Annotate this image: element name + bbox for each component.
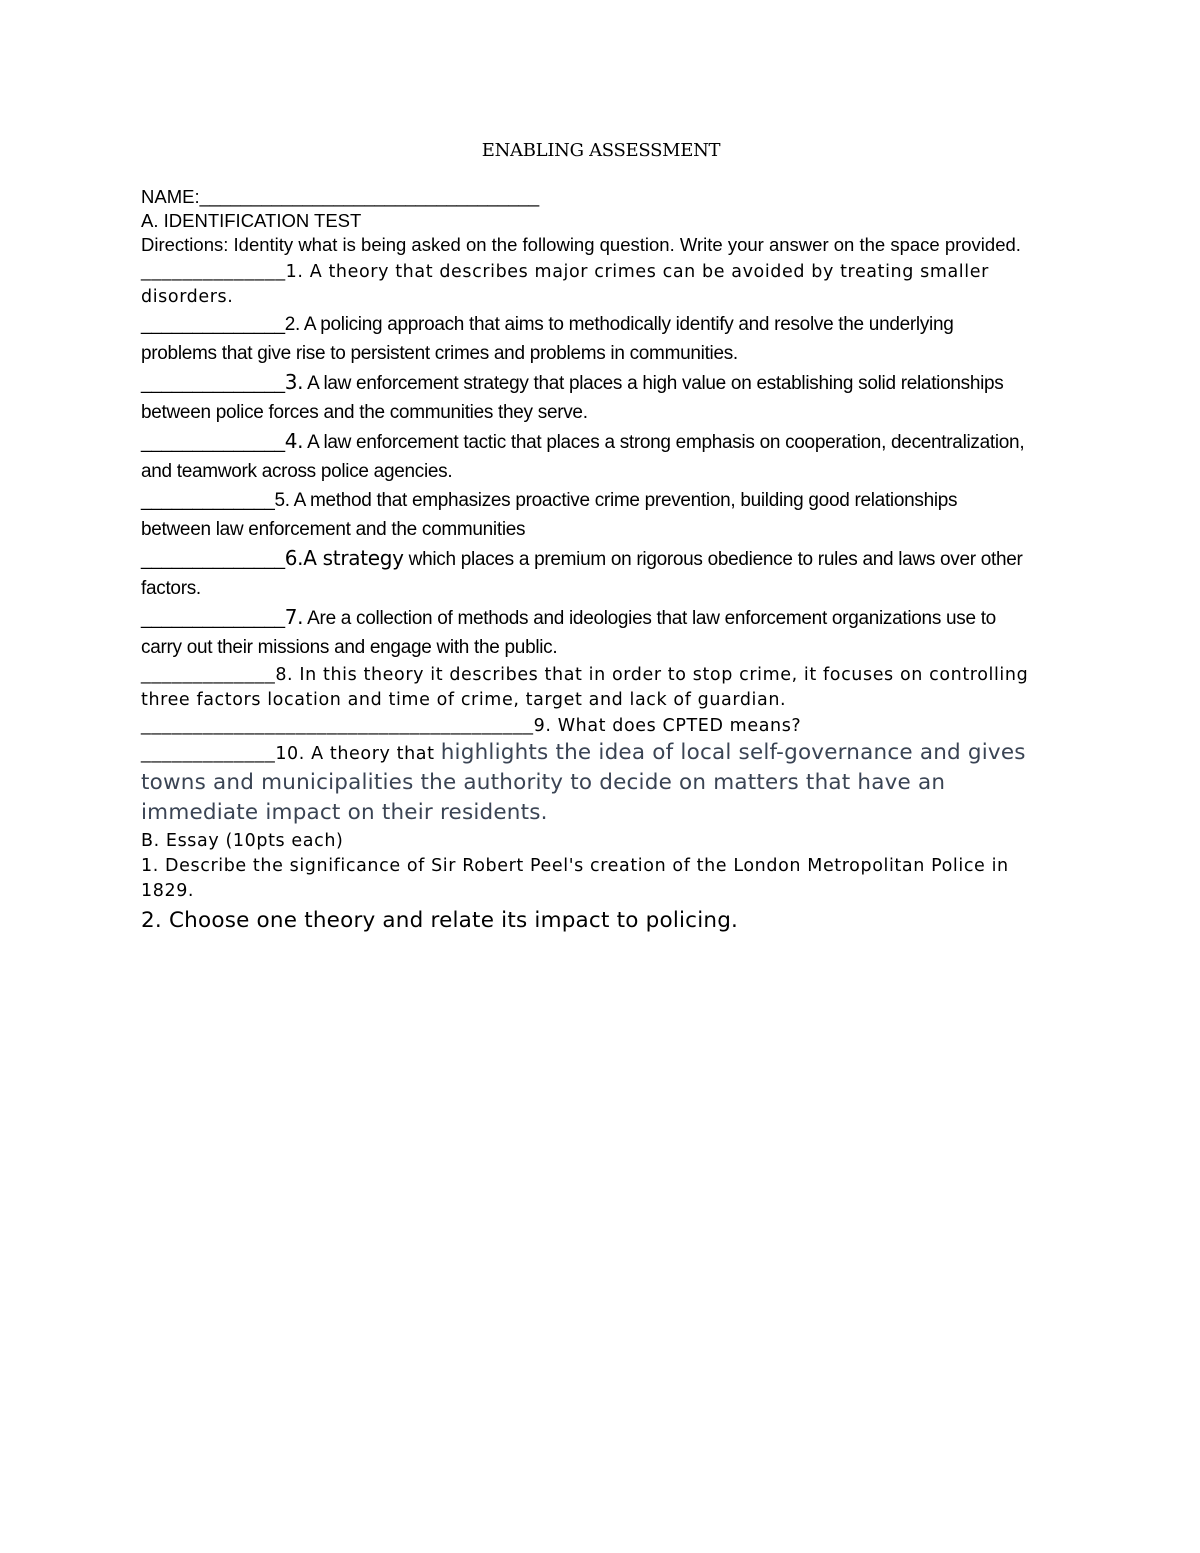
- question-9: [141, 713, 1066, 739]
- question-1-text: A theory that describes major crimes can be avoided by treating smaller disorders.: [141, 262, 989, 307]
- question-10-lead: A theory that: [304, 744, 441, 764]
- question-3-number: 3.: [284, 370, 304, 394]
- question-4: [141, 427, 1031, 486]
- question-5: [141, 486, 991, 544]
- essay-item-2: 2. Choose one theory and relate its impact to policing.: [141, 908, 739, 933]
- question-10-number: 10.: [275, 744, 305, 764]
- question-2: [141, 310, 1011, 368]
- answer-blank-5: _____________: [141, 490, 275, 511]
- question-2-text: A policing approach that aims to methodically identify and resolve the underlying problems that give rise to persistent crimes and problems in communities.: [141, 314, 954, 364]
- answer-blank-7: ______________: [141, 608, 285, 629]
- question-9-text: What does CPTED means?: [551, 716, 802, 736]
- question-1-number: 1.: [285, 262, 304, 282]
- question-6: [141, 544, 1041, 603]
- question-8-text: In this theory it describes that in order to stop crime, it focuses on controlling three factors location and time of crime, target and lack of guardian.: [141, 665, 1029, 710]
- question-3-text: A law enforcement strategy that places a high value on establishing solid relationships between police forces and the communities they serve.: [141, 373, 1004, 423]
- answer-blank-3: ______________: [141, 373, 285, 394]
- question-7: [141, 603, 1001, 662]
- question-8-number: 8.: [275, 665, 294, 685]
- question-5-number: 5.: [274, 490, 290, 511]
- directions-text: Directions: Identity what is being asked on the following question. Write your answer on the space provided.: [141, 234, 1021, 255]
- question-6-number: 6.: [284, 546, 304, 570]
- answer-blank-9: ______________________________________: [141, 715, 534, 735]
- question-6-text: which places a premium on rigorous obedience to rules and laws over other factors.: [141, 549, 1023, 599]
- question-1: [141, 259, 1066, 310]
- question-7-number: 7.: [284, 605, 304, 629]
- answer-blank-1: ______________: [141, 261, 286, 281]
- question-8: [141, 662, 1066, 713]
- document-content: [141, 140, 1066, 936]
- answer-blank-4: ______________: [141, 432, 285, 453]
- question-4-text: A law enforcement tactic that places a strong emphasis on cooperation, decentralization, and teamwork across police agencies.: [141, 432, 1025, 482]
- question-10: [141, 739, 1066, 829]
- section-b-heading: B. Essay (10pts each): [141, 831, 344, 851]
- question-2-number: 2.: [284, 314, 300, 335]
- essay-item-1: 1. Describe the significance of Sir Robert Peel's creation of the London Metropolitan Police in 1829.: [141, 856, 1009, 901]
- question-9-number: 9.: [533, 716, 552, 736]
- question-3: [141, 368, 1031, 427]
- answer-blank-6: ______________: [141, 549, 285, 570]
- answer-blank-10: _____________: [141, 743, 276, 763]
- question-5-text: A method that emphasizes proactive crime prevention, building good relationships between law enforcement and the communities: [141, 490, 958, 540]
- name-line: NAME:_________________________________: [141, 186, 540, 207]
- section-a-heading: A. IDENTIFICATION TEST: [141, 210, 362, 231]
- question-10-text: highlights the idea of local self-governance and gives towns and municipalities the authority to decide on matters that have an immediate impact on their residents.: [141, 740, 1026, 825]
- question-4-number: 4.: [284, 429, 304, 453]
- answer-blank-2: ______________: [141, 314, 285, 335]
- answer-blank-8: _____________: [141, 664, 276, 684]
- question-6-lead: A strategy: [303, 546, 404, 570]
- document-title: ENABLING ASSESSMENT: [481, 140, 721, 161]
- question-7-text: Are a collection of methods and ideologies that law enforcement organizations use to carry out their missions and engage with the public.: [141, 608, 996, 658]
